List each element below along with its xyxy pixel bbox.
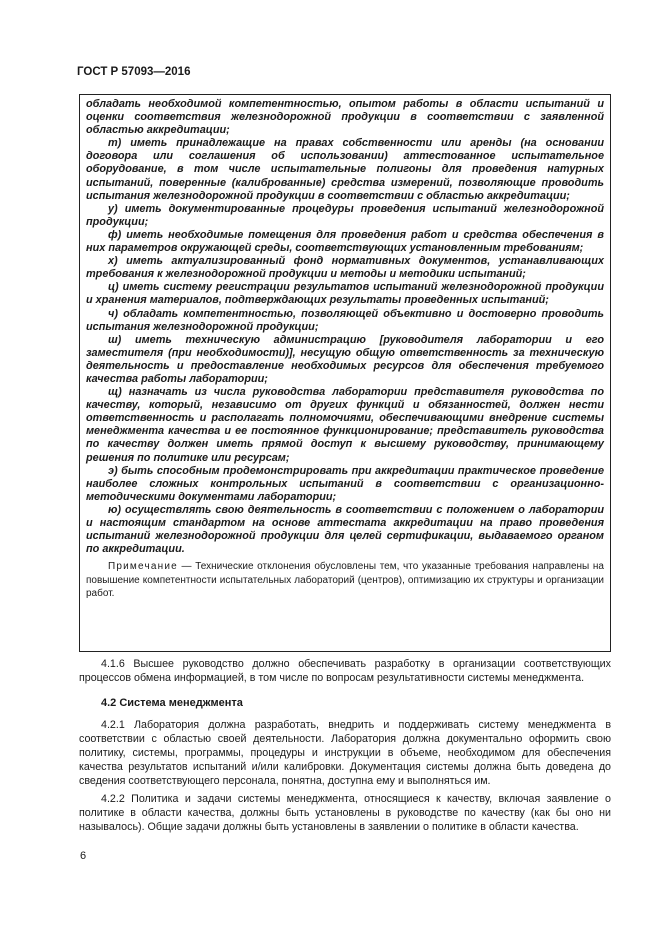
paragraph-4-1-6: 4.1.6 Высшее руководство должно обеспечивать разработку в организации соответствующих процессов обмена информацией, в том числе по вопросам результативности системы менеджмента. bbox=[79, 658, 611, 684]
requirements-box bbox=[79, 94, 611, 652]
paragraph-4-1-6-block bbox=[79, 657, 611, 685]
note-text: — Технические отклонения обусловлены тем, что указанные требования направлены на повышение компетентности испытательных лабораторий (центров), оптимизацию их структуры и организации работ. bbox=[86, 561, 604, 600]
document-header: ГОСТ Р 57093—2016 bbox=[77, 66, 191, 78]
list-item: обладать необходимой компетентностью, опытом работы в области испытаний и оценки соответствия железнодорожной продукции в соответствии с заявленной областью аккредитации; bbox=[86, 98, 604, 137]
paragraph-4-2-1: 4.2.1 Лаборатория должна разработать, внедрить и поддерживать систему менеджмента в соответствии с областью своей деятельности. Лаборатория должна документально оформить свою политику, системы, программы, процедуры и инструкции в объеме, необходимом для обеспечения качества результатов испытаний и/или калибровки. Документация системы должна быть доведена до сведения соответствующего персонала, понятна, доступна ему и выполняться им. bbox=[79, 719, 611, 787]
paragraph-4-2-block bbox=[79, 718, 611, 834]
note-label: Примечание bbox=[108, 561, 178, 573]
list-item: ц) иметь систему регистрации результатов испытаний железнодорожной продукции и хранения материалов, подтверждающих результаты проведенных испытаний; bbox=[86, 281, 604, 307]
paragraph-4-2-2: 4.2.2 Политика и задачи системы менеджмента, относящиеся к качеству, включая заявление о политике в области качества, должны быть установлены в руководстве по качеству (как бы оно ни называлось). Общие задачи должны быть установлены в заявлении о политике в области качества. bbox=[79, 793, 611, 833]
section-title: 4.2 Система менеджмента bbox=[101, 697, 243, 709]
page-number: 6 bbox=[80, 850, 87, 862]
list-item: ф) иметь необходимые помещения для проведения работ и средства обеспечения в них параметров окружающей среды, соответствующих установленным требованиям; bbox=[86, 228, 604, 255]
list-item: э) быть способным продемонстрировать при аккредитации практическое проведение наиболее сложных контрольных испытаний в соответствии с организационно-методическими документами лаборатории; bbox=[86, 464, 604, 503]
list-item: х) иметь актуализированный фонд нормативных документов, устанавливающих требования к железнодорожной продукции и методы и методики испытаний; bbox=[86, 255, 604, 281]
list-item: у) иметь документированные процедуры проведения испытаний железнодорожной продукции; bbox=[86, 202, 604, 228]
list-item: ч) обладать компетентностью, позволяющей объективно и достоверно проводить испытания железнодорожной продукции; bbox=[86, 307, 604, 333]
list-item: ю) осуществлять свою деятельность в соответствии с положением о лаборатории и настоящим стандартом на основе аттестата аккредитации на право проведения испытаний железнодорожной продукции для целей сертификации, выдаваемого органом по аккредитации. bbox=[86, 503, 604, 556]
list-item: т) иметь принадлежащие на правах собственности или аренды (на основании договора или соглашения об использовании) аттестованное испытательное оборудование, в том числе испытательные полигоны для проведения натурных испытаний, поверенные (калиброванные) средства измерений, позволяющие проводить испытания железнодорожной продукции в соответствии с областью аккредитации; bbox=[86, 137, 604, 202]
note bbox=[86, 560, 604, 601]
list-item: ш) иметь техническую администрацию [руководителя лаборатории и его заместителя (при необходимости)], несущую общую ответственность за техническую деятельность и предоставление необходимых ресурсов для обеспечения требуемого качества работы лаборатории; bbox=[86, 333, 604, 385]
list-item: щ) назначать из числа руководства лаборатории представителя руководства по качеству, который, независимо от других функций и обязанностей, должен нести ответственность и располагать полномочиями, обеспечивающими внедрение системы менеджмента качества и ее постоянное функционирование; представитель руководства по качеству должен иметь прямой доступ к высшему руководству, принимающему решения по политике или ресурсам; bbox=[86, 386, 604, 464]
